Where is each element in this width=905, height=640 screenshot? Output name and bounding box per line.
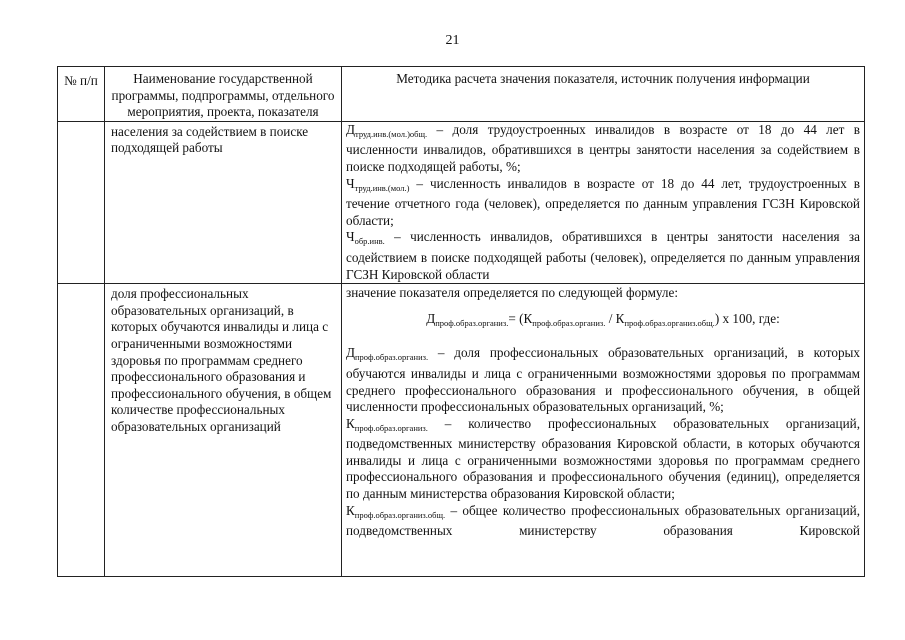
table-row (58, 284, 865, 577)
indicators-table (57, 66, 865, 577)
page-number: 21 (445, 33, 460, 48)
row-name-cell: доля профессиональных образовательных организаций, в которых обучаются инвалиды и лица с ограниченными возможностями здоровья по программам среднего профессионального образования и профессионального обучения, в общем количестве профессиональных образовательных организаций (105, 284, 342, 577)
definition-paragraph: $К_{проф.образ.организ.общ.}$ – общее количество профессиональных образовательных организаций, подведомственных министерству образования Кировской (346, 502, 860, 539)
row-method-cell (342, 121, 865, 283)
definition-paragraph: $Д_{труд.инв.(мол.)общ.}$ – доля трудоустроенных инвалидов в возрасте от 18 до 44 лет в численности инвалидов, обратившихся в центры занятости населения за содействием в поиске подходящей работы, %; (346, 121, 860, 174)
definition-paragraph: $К_{проф.образ.организ.}$ – количество профессиональных образовательных организаций, подведомственных министерству образования Кировской области, в которых обучаются инвалиды и лица с ограниченными возможностями здоровья по программам среднего профессионального образования и профессионального обучения (единиц), определяется по данным министерства образования Кировской области; (346, 415, 860, 502)
row-number-cell (58, 284, 105, 577)
header-name: Наименование государственной программы, подпрограммы, отдельного мероприятия, проекта, показателя (105, 67, 342, 122)
definition-paragraph: $Ч_{труд.инв.(мол.)}$ – численность инвалидов в возрасте от 18 до 44 лет, трудоустроенных в течение отчетного года (человек), определяется по данным управления ГСЗН Кировской области; (346, 175, 860, 228)
formula: $Д_{проф.образ.организ.}= (К_{проф.образ.организ.} / К_{проф.образ.организ.общ.})$ х 100, где: (426, 310, 780, 328)
header-number: № п/п (58, 67, 105, 122)
row-number-cell (58, 121, 105, 283)
definition-paragraph: $Д_{проф.образ.организ.}$ – доля профессиональных образовательных организаций, в которых обучаются инвалиды и лица с ограниченными возможностями здоровья по программам среднего профессионального образования и профессионального обучения, в общей численности профессиональных образовательных организаций, %; (346, 345, 860, 415)
definition-paragraph: $Ч_{обр.инв.}$ – численность инвалидов, обратившихся в центры занятости населения за содействием в поиске подходящей работы (человек), определяется по данным управления ГСЗН Кировской области (346, 229, 860, 282)
table-row (58, 121, 865, 283)
row-name-cell: населения за содействием в поиске подходящей работы (105, 121, 342, 283)
table-header-row (58, 67, 865, 122)
header-method: Методика расчета значения показателя, источник получения информации (342, 67, 865, 122)
formula-intro: значение показателя определяется по следующей формуле: (346, 285, 679, 301)
row-method-cell (342, 284, 865, 577)
